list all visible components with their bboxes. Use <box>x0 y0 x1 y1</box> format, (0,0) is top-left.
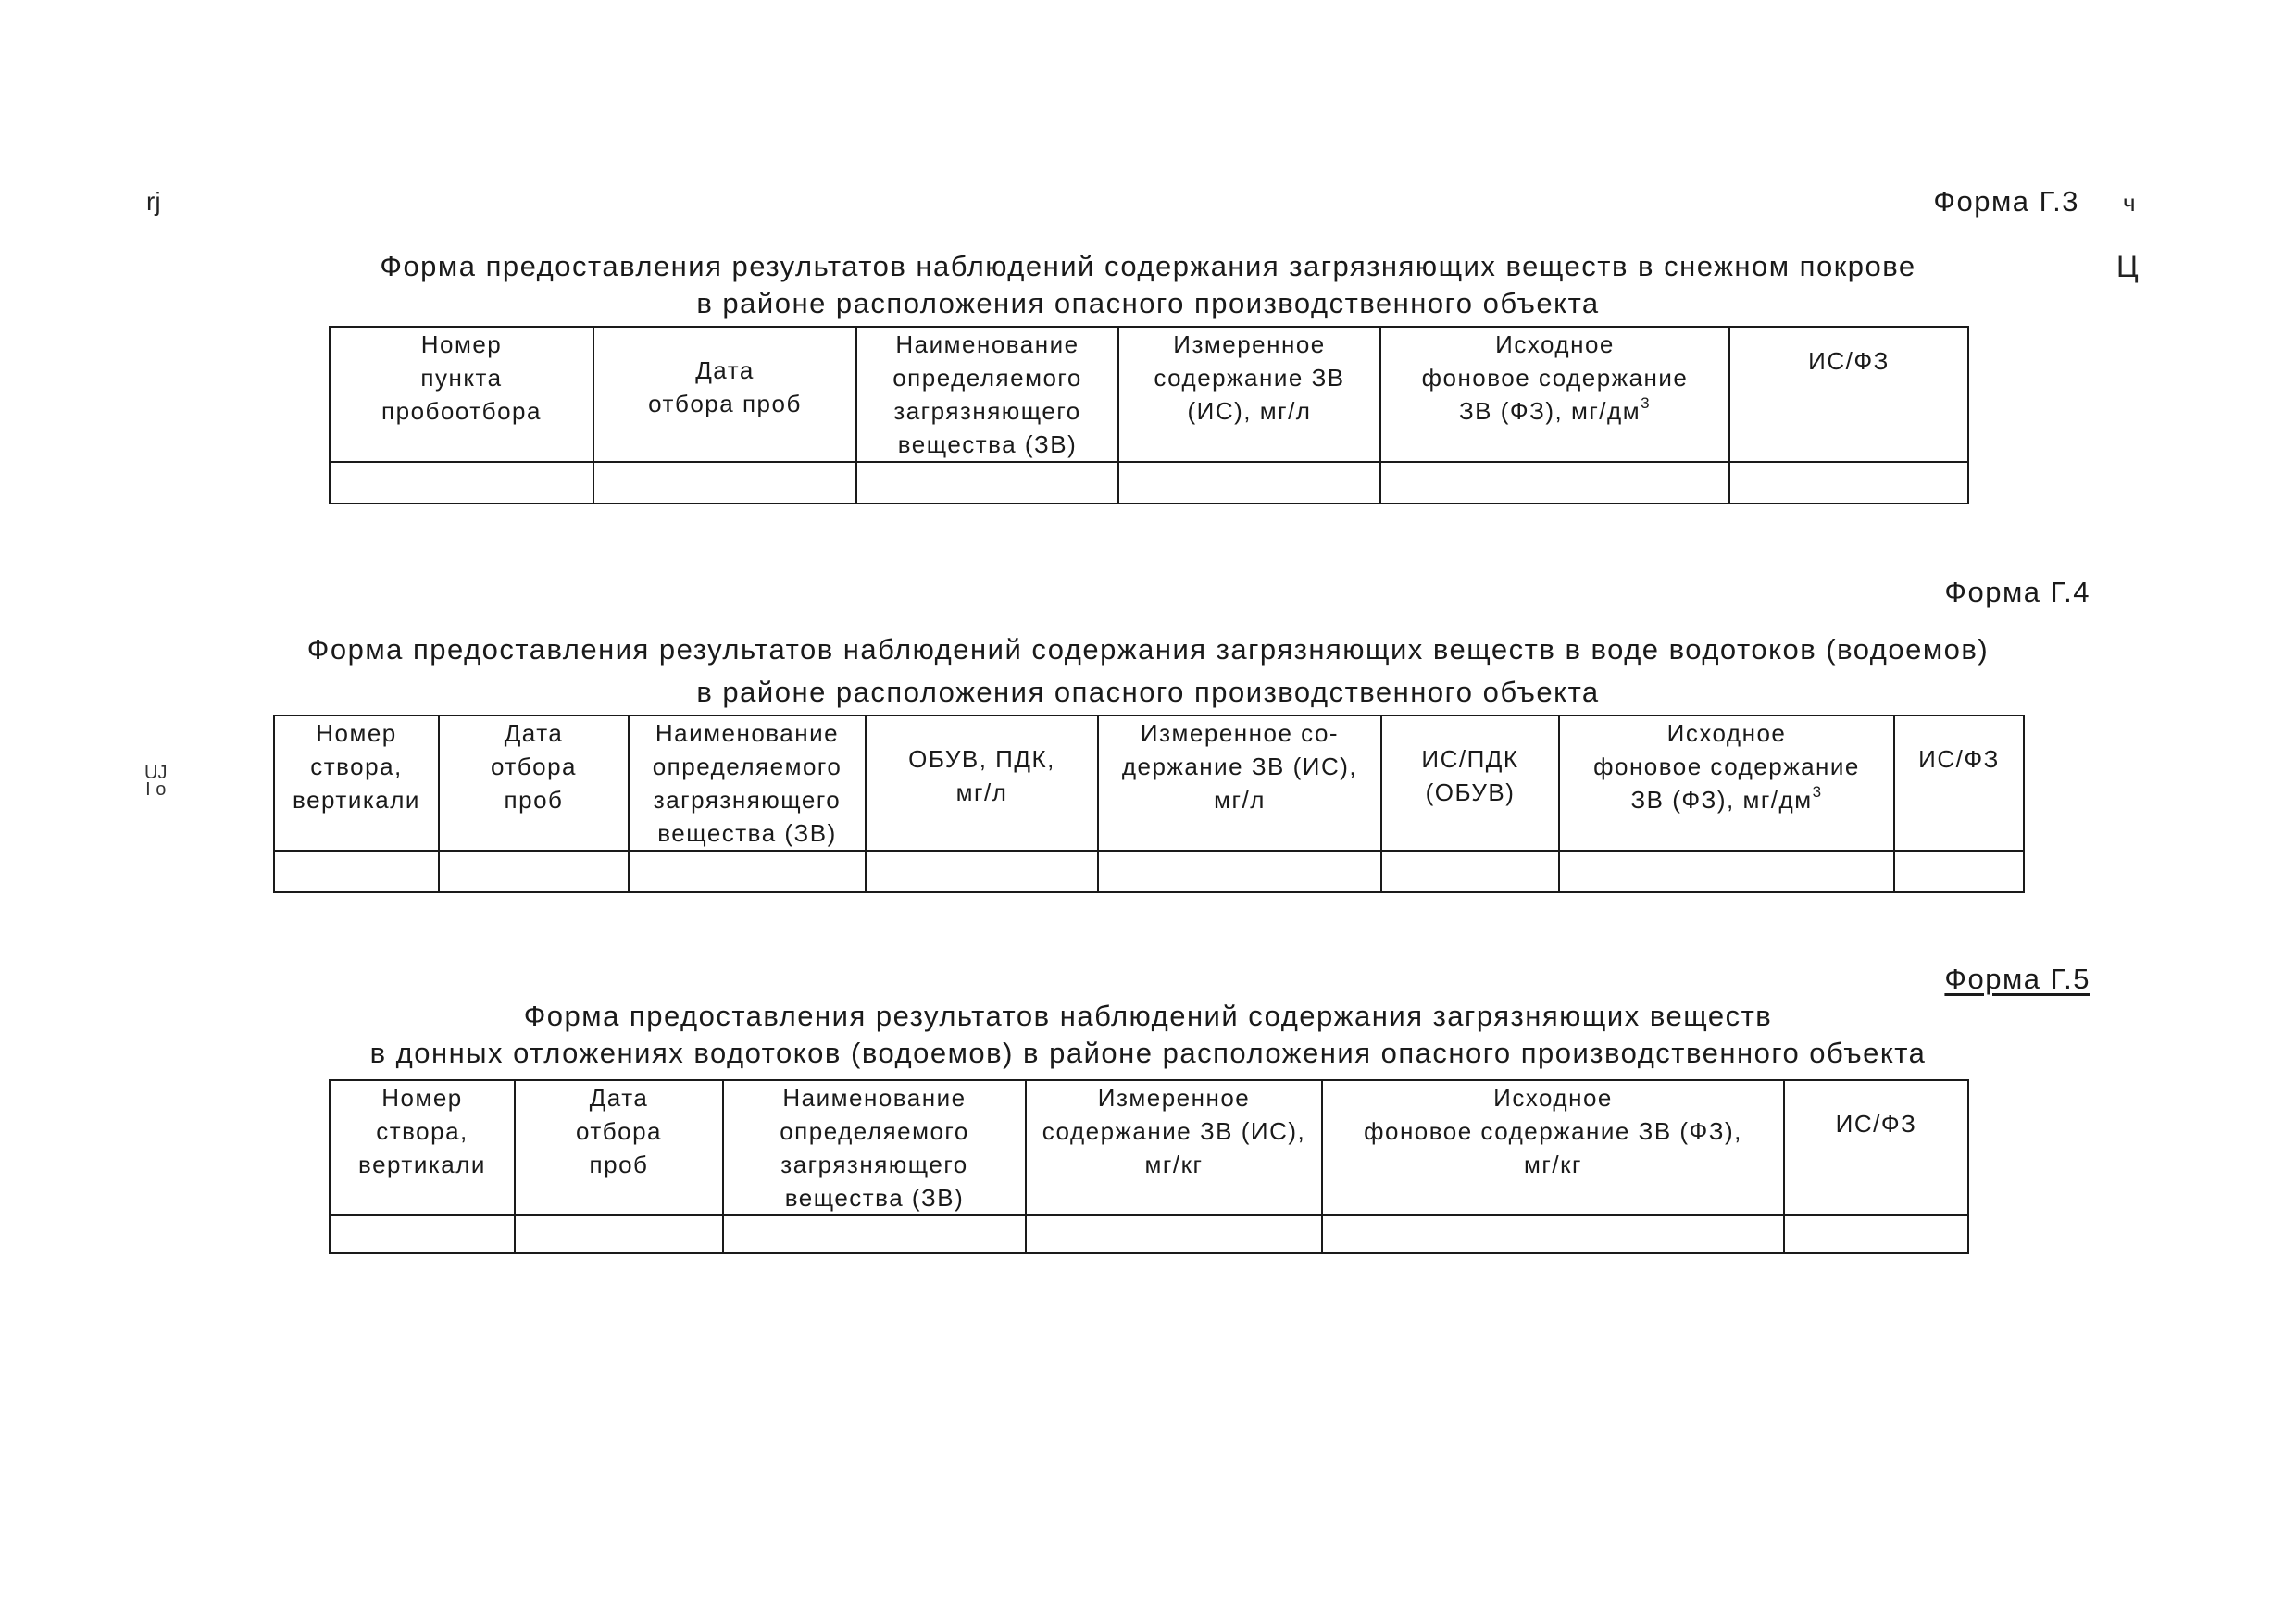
table-cell[interactable] <box>1729 462 1968 504</box>
table-header-row <box>274 716 2024 851</box>
column-header-substance-name: Наименование определяемого загрязняющего вещества (ЗВ) <box>629 716 866 851</box>
table-cell[interactable] <box>330 462 593 504</box>
column-header-section-number: Номер створa, вертикали <box>330 1080 515 1215</box>
column-header-measured-content: Измеренное содержание ЗВ (ИС), мг/кг <box>1026 1080 1322 1215</box>
table-row <box>274 851 2024 892</box>
form-g3-table <box>329 326 1969 504</box>
margin-mark-top-left: rj <box>146 187 161 216</box>
table-cell[interactable] <box>593 462 856 504</box>
column-header-measured-content: Измеренное содержание ЗВ (ИС), мг/л <box>1118 327 1380 462</box>
table-cell[interactable] <box>629 851 866 892</box>
table-cell[interactable] <box>330 1215 515 1253</box>
margin-mark-top-right-2: Ц <box>2116 250 2139 283</box>
column-header-is-fz-ratio: ИС/ФЗ <box>1784 1080 1968 1215</box>
form-g5-table <box>329 1079 1969 1254</box>
table-cell[interactable] <box>1559 851 1894 892</box>
table-cell[interactable] <box>1894 851 2024 892</box>
column-header-is-pdk-ratio: ИС/ПДК (ОБУВ) <box>1381 716 1559 851</box>
table-cell[interactable] <box>1098 851 1381 892</box>
column-header-substance-name: Наименование определяемого загрязняющего вещества (ЗВ) <box>856 327 1118 462</box>
margin-mark-left-middle: UJ I o <box>144 763 168 800</box>
table-cell[interactable] <box>856 462 1118 504</box>
table-cell[interactable] <box>515 1215 723 1253</box>
form-g3-label: Форма Г.3 <box>1933 185 2079 218</box>
column-header-point-number: Номер пункта пробоотбора <box>330 327 593 462</box>
table-cell[interactable] <box>1322 1215 1784 1253</box>
table-cell[interactable] <box>723 1215 1026 1253</box>
column-header-substance-name: Наименование определяемого загрязняющего вещества (ЗВ) <box>723 1080 1026 1215</box>
column-header-background-content: Исходное фоновое содержание ЗВ (ФЗ), $мг/дм^3$ <box>1559 716 1894 851</box>
table-cell[interactable] <box>866 851 1098 892</box>
column-header-sampling-date: Дата отбора проб <box>439 716 629 851</box>
table-cell[interactable] <box>1026 1215 1322 1253</box>
table-cell[interactable] <box>439 851 629 892</box>
table-row <box>330 1215 1968 1253</box>
form-g5-title-line-2: в донных отложениях водотоков (водоемов) в районе расположения опасного производственного объекта <box>369 1037 1927 1069</box>
form-g3-title-line-2: в районе расположения опасного производственного объекта <box>696 287 1600 319</box>
margin-mark-top-right-1: ч <box>2123 189 2136 217</box>
form-g4-title-line-1: Форма предоставления результатов наблюдений содержания загрязняющих веществ в воде водотоков (водоемов) <box>306 633 1990 666</box>
superscript-cubic: 3 <box>1812 783 1823 801</box>
form-g5-label: Форма Г.5 <box>1944 963 2090 995</box>
table-cell[interactable] <box>274 851 439 892</box>
form-g5-title-line-1: Форма предоставления результатов наблюдений содержания загрязняющих веществ <box>523 1000 1773 1032</box>
column-header-background-content: Исходное фоновое содержание ЗВ (ФЗ), $мг/дм^3$ <box>1380 327 1729 462</box>
form-g4-label: Форма Г.4 <box>1944 576 2090 608</box>
column-header-is-fz-ratio: ИС/ФЗ <box>1729 327 1968 462</box>
column-header-sampling-date: Дата отбора проб <box>593 327 856 462</box>
table-cell[interactable] <box>1381 851 1559 892</box>
table-row <box>330 462 1968 504</box>
table-header-row <box>330 327 1968 462</box>
column-header-sampling-date: Дата отбора проб <box>515 1080 723 1215</box>
table-header-row <box>330 1080 1968 1215</box>
table-cell[interactable] <box>1118 462 1380 504</box>
column-header-measured-content: Измеренное со- держание ЗВ (ИС), мг/л <box>1098 716 1381 851</box>
table-cell[interactable] <box>1380 462 1729 504</box>
form-g4-title-line-2: в районе расположения опасного производственного объекта <box>696 676 1600 708</box>
form-g4-table <box>273 715 2025 893</box>
column-header-is-fz-ratio: ИС/ФЗ <box>1894 716 2024 851</box>
column-header-obuv-pdk: ОБУВ, ПДК, мг/л <box>866 716 1098 851</box>
column-header-background-content: Исходное фоновое содержание ЗВ (ФЗ), мг/кг <box>1322 1080 1784 1215</box>
column-header-section-number: Номер створa, вертикали <box>274 716 439 851</box>
form-g3-title-line-1: Форма предоставления результатов наблюдений содержания загрязняющих веществ в снежном покрове <box>380 250 1916 282</box>
superscript-cubic: 3 <box>1641 394 1652 412</box>
table-cell[interactable] <box>1784 1215 1968 1253</box>
